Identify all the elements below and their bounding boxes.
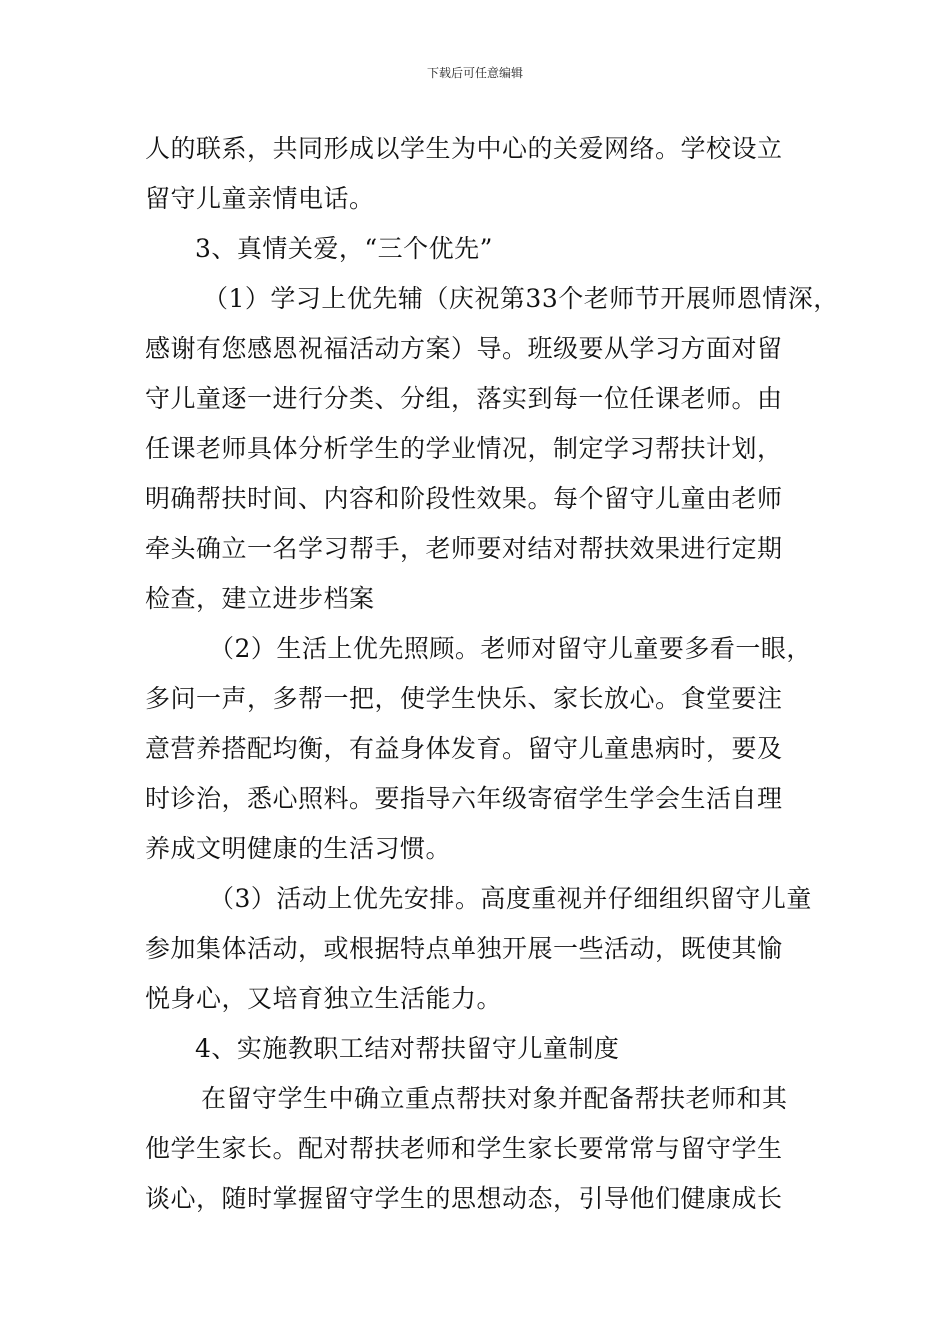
body-line: 时诊治，悉心照料。要指导六年级寄宿学生学会生活自理	[145, 784, 783, 813]
body-line: 谈心，随时掌握留守学生的思想动态，引导他们健康成长	[145, 1184, 783, 1213]
body-line: 留守儿童亲情电话。	[145, 184, 375, 213]
page-header: 下载后可任意编辑	[426, 66, 523, 80]
body-line: 检查，建立进步档案	[145, 584, 375, 613]
body-line: 人的联系，共同形成以学生为中心的关爱网络。学校设立	[145, 134, 783, 163]
body-line: 意营养搭配均衡，有益身体发育。留守儿童患病时，要及	[145, 734, 783, 763]
paragraph-4-first-line: 在留守学生中确立重点帮扶对象并配备帮扶老师和其	[201, 1084, 788, 1113]
paragraph-2-first-line: （2）生活上优先照顾。老师对留守儿童要多看一眼，	[209, 634, 812, 663]
body-line: 明确帮扶时间、内容和阶段性效果。每个留守儿童由老师	[145, 484, 783, 513]
document-body	[145, 124, 839, 1224]
body-line: 守儿童逐一进行分类、分组，落实到每一位任课老师。由	[145, 384, 783, 413]
section-heading-4: 4、实施教职工结对帮扶留守儿童制度	[195, 1034, 620, 1063]
section-heading-3: 3、真情关爱，“三个优先”	[195, 234, 493, 263]
body-line: 任课老师具体分析学生的学业情况，制定学习帮扶计划，	[145, 434, 783, 463]
body-line: 养成文明健康的生活习惯。	[145, 834, 452, 863]
body-line: 他学生家长。配对帮扶老师和学生家长要常常与留守学生	[145, 1134, 783, 1163]
body-line: 参加集体活动，或根据特点单独开展一些活动，既使其愉	[145, 934, 783, 963]
body-line: 多问一声，多帮一把，使学生快乐、家长放心。食堂要注	[145, 684, 783, 713]
paragraph-1-first-line: （1）学习上优先辅（庆祝第33个老师节开展师恩情深，	[203, 284, 839, 313]
body-line: 牵头确立一名学习帮手，老师要对结对帮扶效果进行定期	[145, 534, 783, 563]
paragraph-3-first-line: （3）活动上优先安排。高度重视并仔细组织留守儿童	[209, 884, 812, 913]
body-line: 悦身心，又培育独立生活能力。	[145, 984, 503, 1013]
body-line: 感谢有您感恩祝福活动方案）导。班级要从学习方面对留	[145, 334, 783, 363]
